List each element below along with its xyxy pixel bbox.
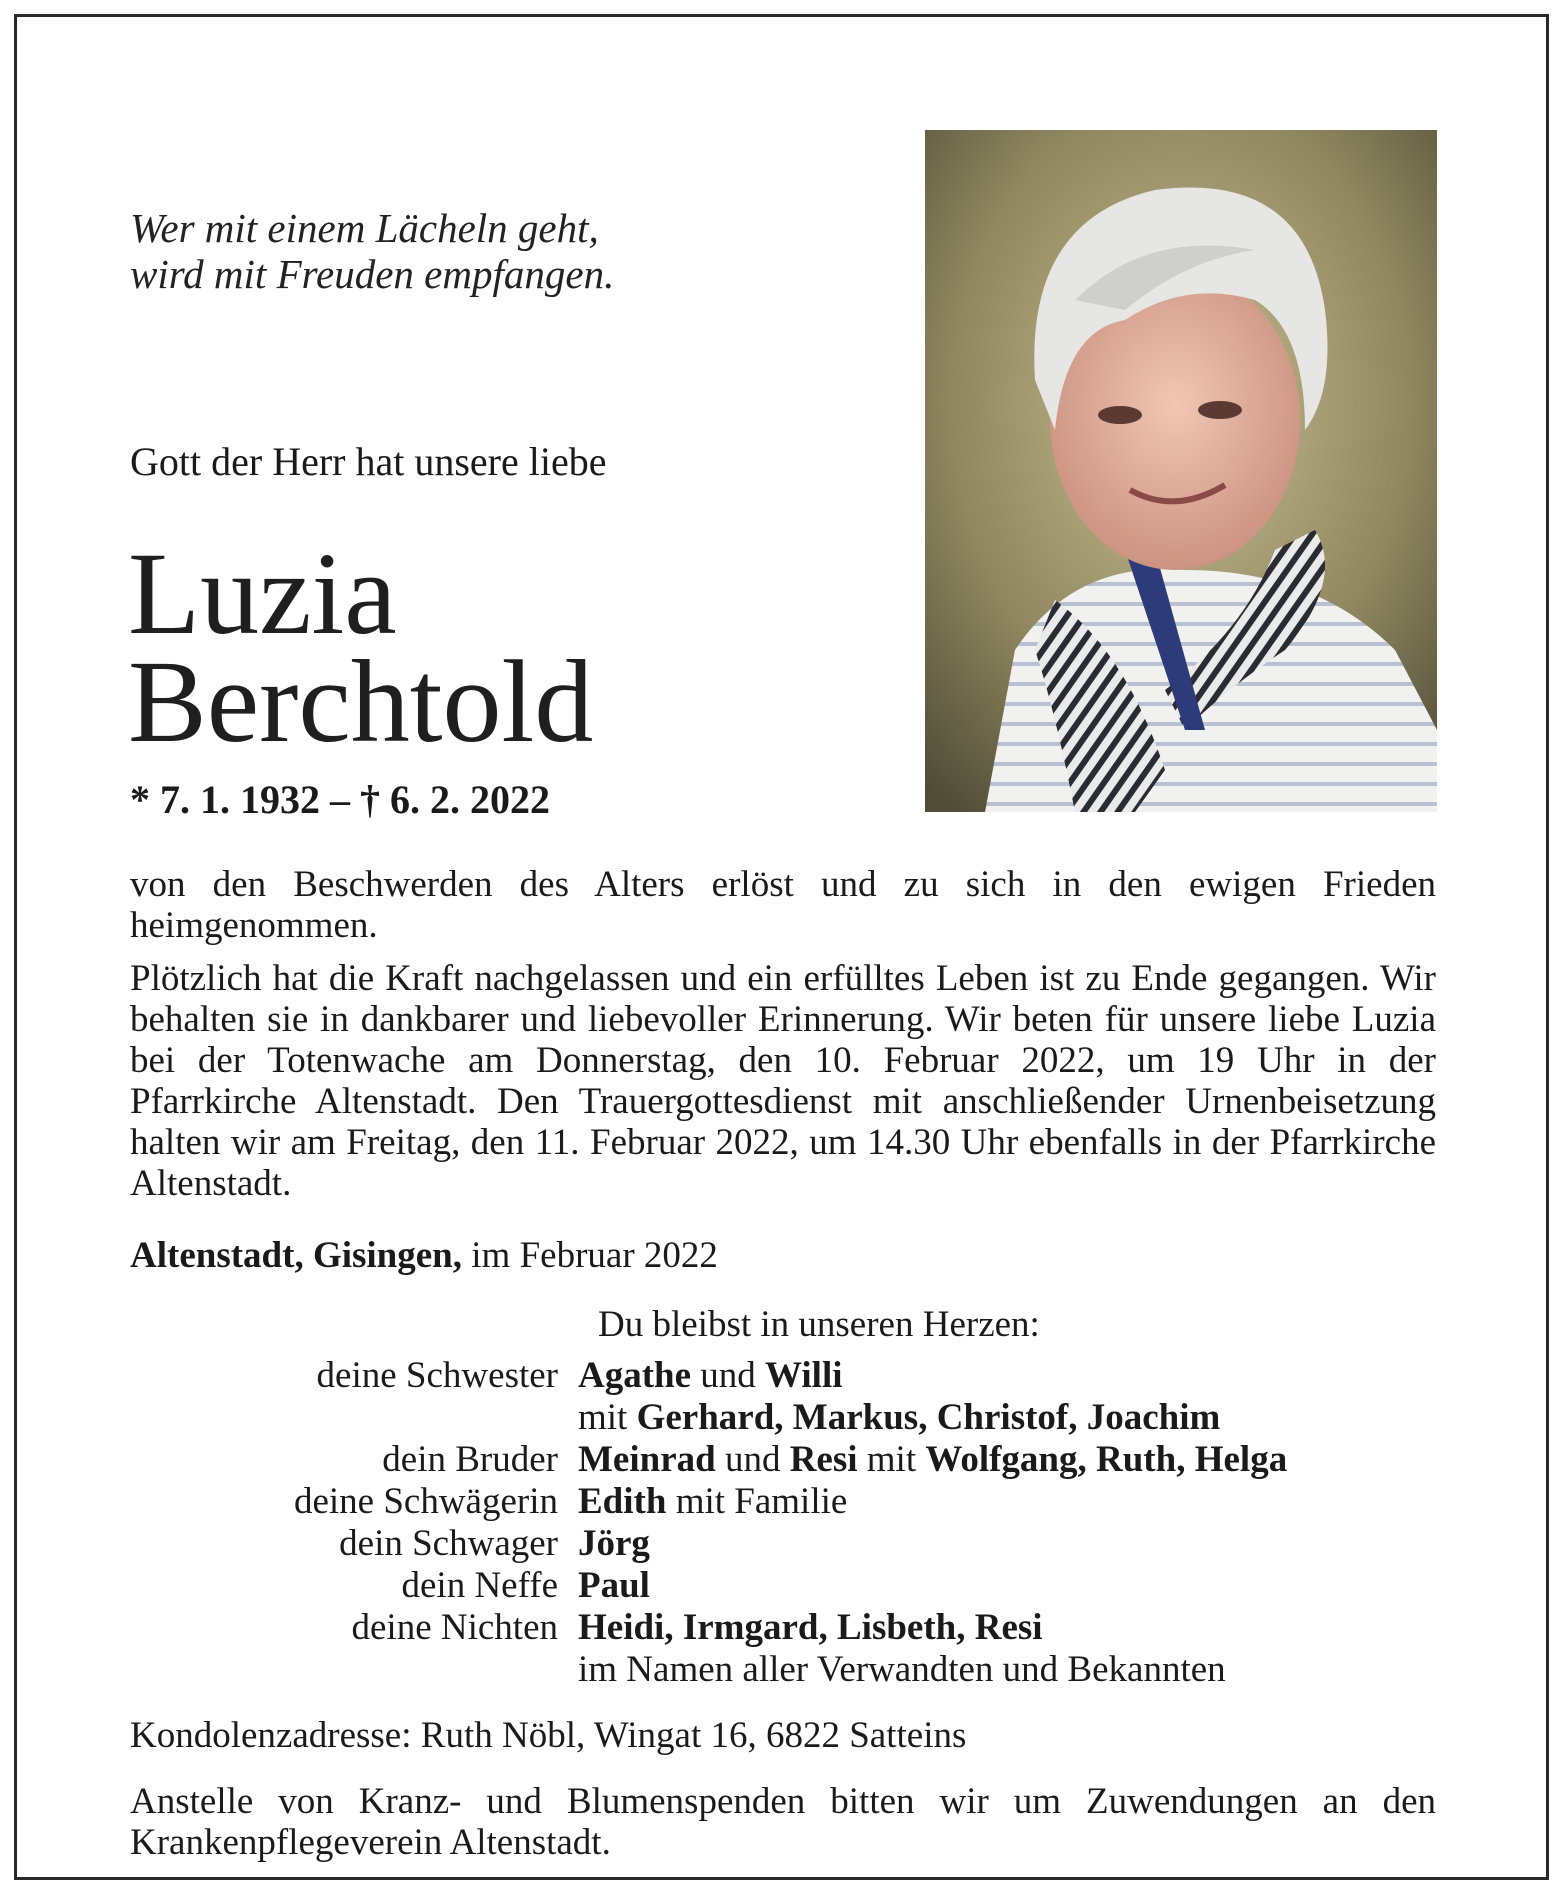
motto-line-2: wird mit Freuden empfangen. — [130, 251, 615, 297]
mourner-role: dein Neffe — [401, 1565, 558, 1606]
mourner-row — [130, 1649, 1450, 1691]
portrait-photo — [925, 130, 1437, 812]
deceased-name — [128, 528, 594, 767]
paragraph-2: Plötzlich hat die Kraft nachgelassen und ein erfülltes Leben ist zu Ende gegangen. Wir behalten sie in dankbarer und liebevoller Erinnerung. Wir beten für unsere liebe Luzia bei der Totenwache am Donnerstag, den 10. Februar 2022, um 19 Uhr in der Pfarrkirche Altenstadt. Den Trauergottesdienst mit anschließender Urnenbeisetzung halten wir am Freitag, den 11. Februar 2022, um 14.30 Uhr ebenfalls in der Pfarrkirche Altenstadt. — [130, 958, 1436, 1204]
mourners-heading: Du bleibst in unseren Herzen: — [598, 1304, 1040, 1345]
mourner-row — [130, 1481, 1450, 1523]
mourner-role: deine Nichten — [351, 1607, 558, 1648]
donation-note: Anstelle von Kranz- und Blumenspenden bitten wir um Zuwendungen an den Krankenpflegeverein Altenstadt. — [130, 1781, 1436, 1863]
mourner-role: dein Bruder — [382, 1439, 558, 1480]
place-names: Altenstadt, Gisingen, — [130, 1235, 463, 1276]
mourner-role: deine Schwägerin — [293, 1481, 558, 1522]
mourner-row — [130, 1439, 1450, 1481]
mourner-row — [130, 1607, 1450, 1649]
mourner-role: dein Schwager — [339, 1523, 558, 1564]
mourner-names: Meinrad und Resi mit Wolfgang, Ruth, Helga — [578, 1439, 1288, 1480]
mourner-names: mit Gerhard, Markus, Christof, Joachim — [578, 1397, 1221, 1438]
paragraph-1: von den Beschwerden des Alters erlöst und zu sich in den ewigen Frieden heimgenommen. — [130, 864, 1436, 946]
mourner-role — [130, 1649, 578, 1691]
mourner-names: Agathe und Willi — [578, 1355, 843, 1396]
mourner-row — [130, 1355, 1450, 1397]
mourner-names: Jörg — [578, 1523, 650, 1564]
portrait-illustration — [925, 130, 1437, 812]
motto-line-1: Wer mit einem Lächeln geht, — [130, 205, 599, 251]
mourner-names: Heidi, Irmgard, Lisbeth, Resi — [578, 1607, 1043, 1648]
mourner-role: deine Schwester — [316, 1355, 558, 1396]
mourner-role — [130, 1397, 578, 1439]
mourner-names: im Namen aller Verwandten und Bekannten — [578, 1649, 1226, 1690]
intro-line: Gott der Herr hat unsere liebe — [130, 439, 607, 484]
mourner-names: Paul — [578, 1565, 650, 1606]
mourner-names: Edith mit Familie — [578, 1481, 848, 1522]
first-name: Luzia — [128, 528, 397, 659]
life-dates: * 7. 1. 1932 – † 6. 2. 2022 — [130, 777, 550, 822]
mourners-list — [130, 1355, 1450, 1691]
place-date: im Februar 2022 — [471, 1235, 718, 1276]
place-date-line — [130, 1234, 718, 1277]
last-name: Berchtold — [128, 636, 594, 767]
mourner-row — [130, 1397, 1450, 1439]
mourner-row — [130, 1523, 1450, 1565]
mourner-row — [130, 1565, 1450, 1607]
condolence-address: Kondolenzadresse: Ruth Nöbl, Wingat 16, 6822 Satteins — [130, 1715, 967, 1756]
motto-quote — [130, 205, 614, 297]
